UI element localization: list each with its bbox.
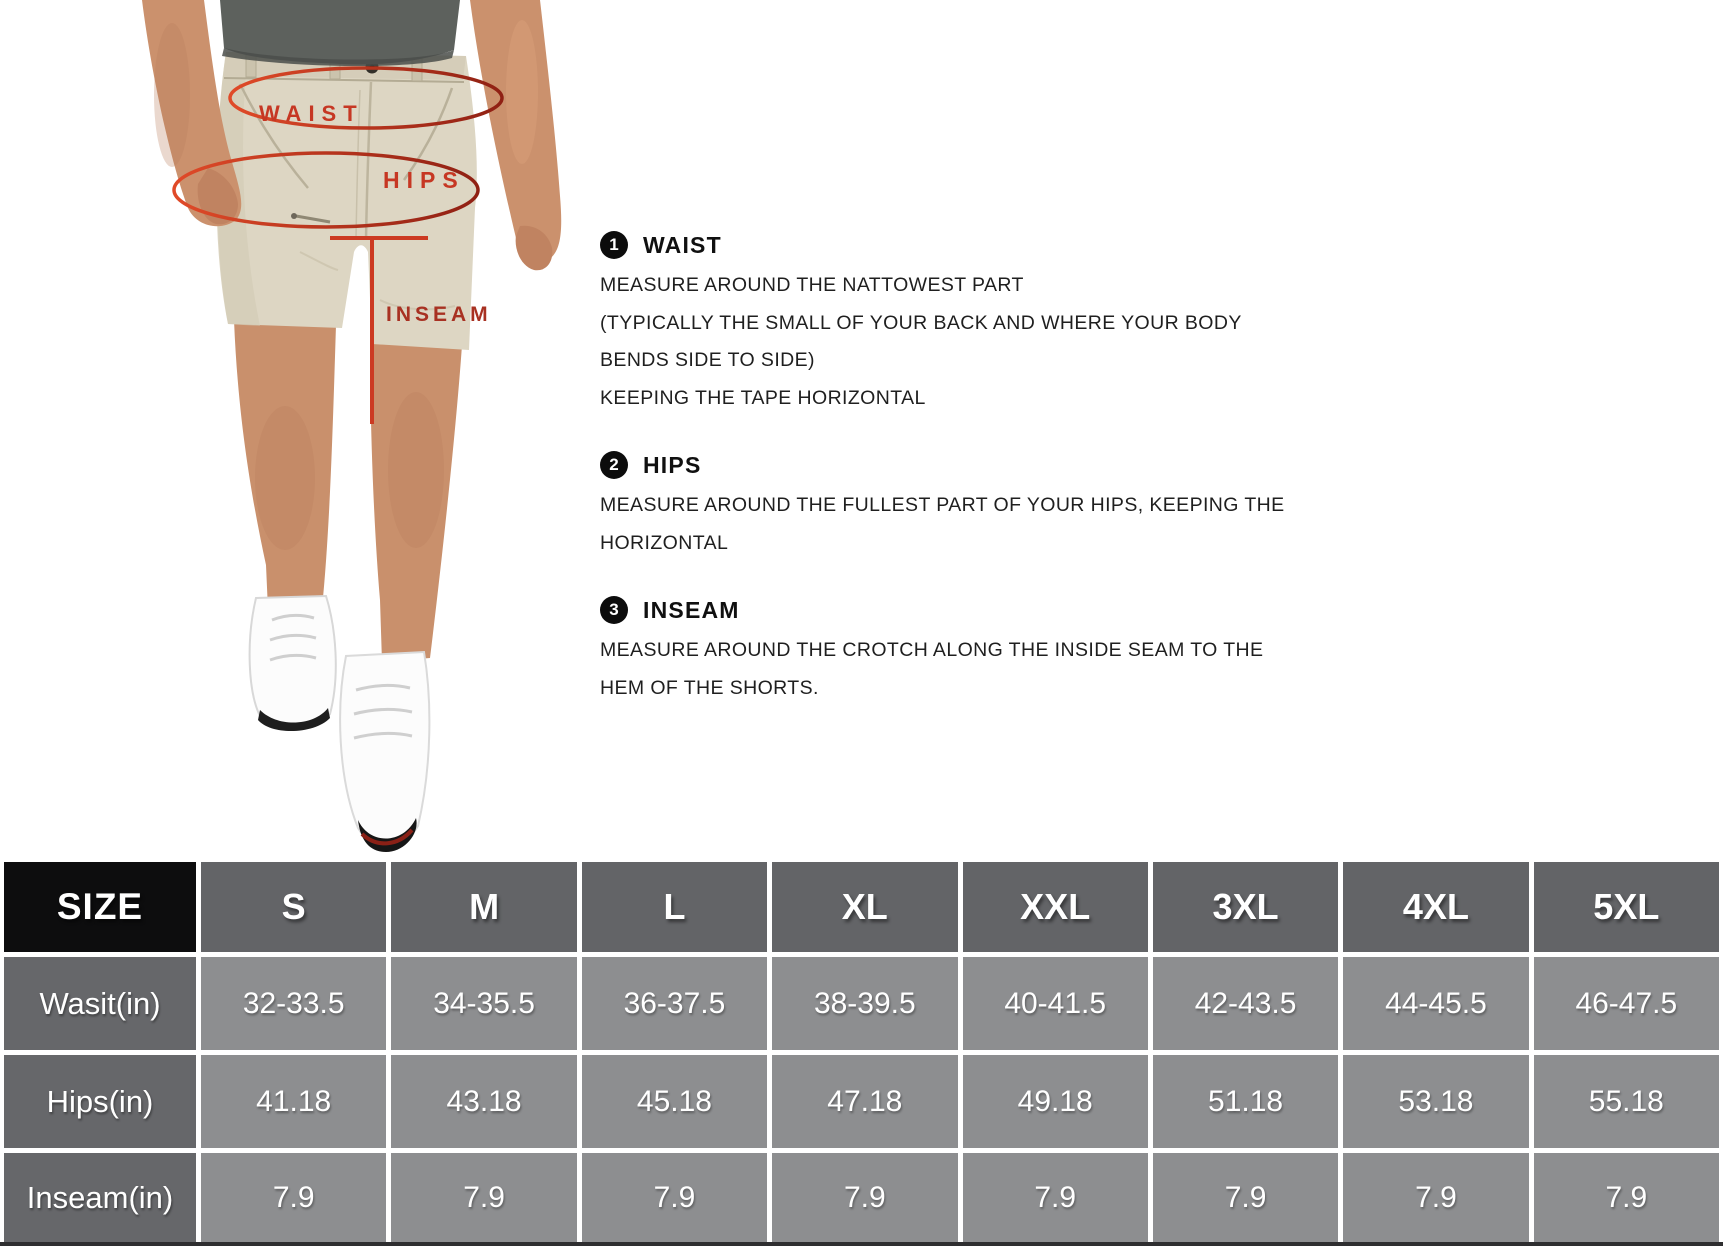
instruction-waist-title: WAIST — [643, 231, 722, 258]
number-2-badge: 2 — [600, 451, 628, 479]
inseam-value: 7.9 — [1534, 1153, 1719, 1242]
right-shoe — [340, 652, 429, 852]
size-header-5xl: 5XL — [1534, 862, 1719, 952]
waist-value: 34-35.5 — [391, 957, 576, 1050]
instruction-inseam-line: MEASURE AROUND THE CROTCH ALONG THE INSIDE SEAM TO THE — [600, 639, 1264, 661]
size-header-xxl: XXL — [963, 862, 1148, 952]
inseam-value: 7.9 — [1153, 1153, 1338, 1242]
instruction-hips-title: HIPS — [643, 451, 702, 478]
instruction-waist-line: BENDS SIDE TO SIDE) — [600, 349, 815, 371]
waist-value: 32-33.5 — [201, 957, 386, 1050]
waist-value: 44-45.5 — [1343, 957, 1528, 1050]
instruction-hips-line: MEASURE AROUND THE FULLEST PART OF YOUR HIPS, KEEPING THE — [600, 494, 1285, 516]
instruction-inseam-heading — [600, 596, 1400, 624]
inseam-value: 7.9 — [201, 1153, 386, 1242]
size-chart-table — [0, 858, 1723, 1246]
hips-value: 53.18 — [1343, 1055, 1528, 1148]
hips-annotation: HIPS — [383, 167, 465, 193]
number-3-badge: 3 — [600, 596, 628, 624]
table-bottom-edge — [0, 1242, 1723, 1246]
size-header-m: M — [391, 862, 576, 952]
size-col-header: SIZE — [4, 862, 196, 952]
waist-annotation: WAIST — [259, 101, 364, 126]
instruction-waist-line: (TYPICALLY THE SMALL OF YOUR BACK AND WHERE YOUR BODY — [600, 311, 1242, 334]
hips-value: 55.18 — [1534, 1055, 1719, 1148]
inseam-annotation: INSEAM — [386, 303, 492, 326]
hips-value: 45.18 — [582, 1055, 767, 1148]
waist-value: 42-43.5 — [1153, 957, 1338, 1050]
shirt — [220, 0, 460, 66]
hips-value: 51.18 — [1153, 1055, 1338, 1148]
instruction-inseam — [600, 596, 1400, 707]
left-shoe — [250, 596, 336, 731]
waist-value: 40-41.5 — [963, 957, 1148, 1050]
waist-value: 46-47.5 — [1534, 957, 1719, 1050]
hips-value: 43.18 — [391, 1055, 576, 1148]
inseam-row-label: Inseam(in) — [4, 1153, 196, 1242]
size-header-4xl: 4XL — [1343, 862, 1528, 952]
size-header-xl: XL — [772, 862, 957, 952]
inseam-value: 7.9 — [582, 1153, 767, 1242]
model-photo — [0, 0, 640, 858]
waist-row-label: Wasit(in) — [4, 957, 196, 1050]
size-header-3xl: 3XL — [1153, 862, 1338, 952]
inseam-value: 7.9 — [391, 1153, 576, 1242]
waist-value: 38-39.5 — [772, 957, 957, 1050]
instruction-inseam-line: HEM OF THE SHORTS. — [600, 676, 819, 699]
instruction-waist — [600, 231, 1400, 417]
instruction-waist-heading — [600, 231, 1400, 259]
instruction-waist-line: KEEPING THE TAPE HORIZONTAL — [600, 386, 926, 409]
hips-value: 47.18 — [772, 1055, 957, 1148]
instruction-waist-line: MEASURE AROUND THE NATTOWEST PART — [600, 274, 1024, 296]
inseam-value: 7.9 — [772, 1153, 957, 1242]
instruction-inseam-title: INSEAM — [643, 596, 740, 623]
hips-value: 49.18 — [963, 1055, 1148, 1148]
measuring-instructions — [600, 231, 1400, 741]
size-header-l: L — [582, 862, 767, 952]
instruction-hips-heading — [600, 451, 1400, 479]
hips-value: 41.18 — [201, 1055, 386, 1148]
size-header-s: S — [201, 862, 386, 952]
number-1-badge: 1 — [600, 231, 628, 259]
instruction-hips-line: HORIZONTAL — [600, 531, 729, 554]
waist-value: 36-37.5 — [582, 957, 767, 1050]
inseam-value: 7.9 — [1343, 1153, 1528, 1242]
model-illustration — [0, 0, 640, 858]
inseam-value: 7.9 — [963, 1153, 1148, 1242]
instruction-hips — [600, 451, 1400, 562]
hips-row-label: Hips(in) — [4, 1055, 196, 1148]
